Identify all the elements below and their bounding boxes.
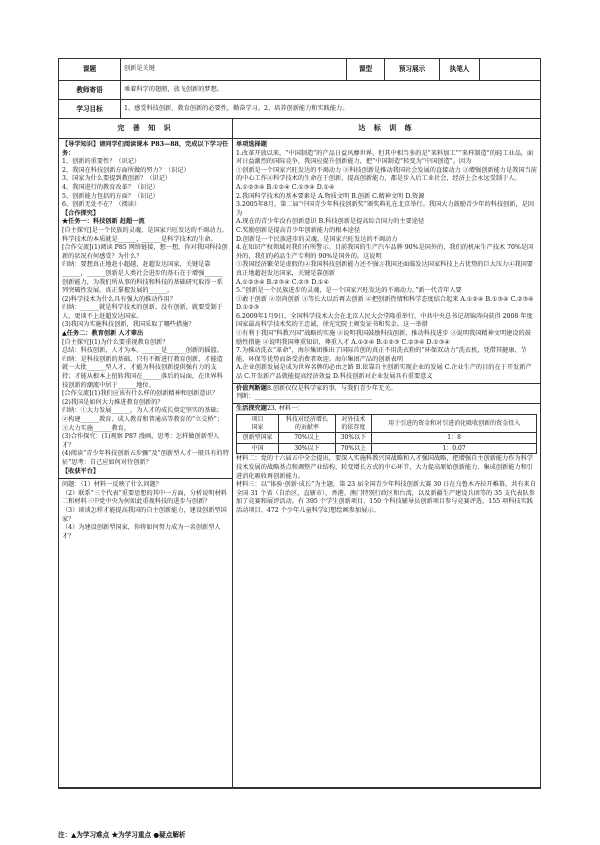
choice-line: 2.我国科学技术的基本要素是 A.物质文明 B.创新 C.精神文明 D.资源 <box>236 192 425 200</box>
table-header-cell: 对外技术 的依存度 <box>335 415 372 433</box>
study-line: 总结：科技创新，人才为本。______是______创新的摇篮。 <box>62 347 223 355</box>
type-value: 预习展示 <box>385 59 440 80</box>
worksheet <box>58 58 541 789</box>
table-cell: 30%以下 <box>279 443 336 454</box>
choice-line: A.①②③④ B.②③④ C.②③ D.①④ <box>236 278 330 286</box>
header-row-goal <box>59 100 540 119</box>
table-cell: 1：0.07 <box>372 443 537 454</box>
choice-line: C.奖励创新是提高青少年创新能力的根本途径 <box>236 226 361 234</box>
table-cell: 1：8 <box>372 433 537 444</box>
choice-line: 6.2009年1月9日，全国科学技术大会在北京人民大会堂隆重举行，中共中央总书记胡锦涛向获得 2008 年度国家最高科学技术奖的王忠诚、徐光宪院士颁发证书和奖金。这一举措 <box>236 312 533 329</box>
study-line: 【导学知识】请同学们阅读课本 P83—88，完成以下学习任务： <box>62 141 229 157</box>
study-line: 归纳：______就是科学技术的创新。没有创新，就要受制于人，更谈不上赶超发达国家。 <box>62 304 223 320</box>
author-label: 执笔人 <box>440 59 480 80</box>
table-cell: 创新型国家 <box>237 433 279 444</box>
study-line: 1、创新的重要性？（识记） <box>62 158 141 166</box>
choice-line: 4.在知识产权领域对我们有所警示。目前我国的生产汽车品牌 90%是国外的，我们的机床生产技术 70%是国外的，我们的药品生产专利的 90%是国外的。这说明 <box>236 244 534 260</box>
message-label: 教师寄语 <box>59 81 121 99</box>
material-3: 材料三：以“体验·创新·成长”为主题，第 23 届全国青少年科技创新大赛 30 日在乌鲁木齐拉开帷幕，共有来自全国 31 个省（自治区、直辖市），香港、澳门特别行政区和台湾，以及新疆生产建设兵团等的 35 支代表队参加了竞赛和展评活动。有 395 个学生创新项目、150 个科技辅导员创新项目参与竞赛评选，155 项科技实践活动项目、472 个少年儿童科学幻想绘画参加展示。 <box>236 481 536 514</box>
question-line: （2）联系“三个代表”重要思想的其中一方面，分析说明材料二和材料三中党中央为何如此重视科技的进步与创新？ <box>62 489 227 506</box>
study-line: (4)阅读“青少年科技创新五步骤”及“创新型人才一般具有的特征”思考：自己应如何对待创新？ <box>62 450 229 466</box>
choice-line: ①有利于我国“科教兴国”战略的实施 ②说明我国鼓励科技创新，推动科技进步 ③说明我国精神文明建设的鼓励性措施 ④说明我国尊重知识、尊重人才 A.①②④ B.①②③ C.②③④ D.①③④ <box>236 330 531 346</box>
comparison-table <box>236 414 537 454</box>
right-section-title: 达 标 训 练 <box>358 123 415 133</box>
table-cell: 70%以上 <box>279 433 336 444</box>
table-cell: 30%以下 <box>335 433 372 444</box>
table-header-cell: 用于引进的资金和对引进消化吸收创新的资金投入 <box>372 415 537 433</box>
goal-value: 1、感受科技创新、教育创新的必要性，勤奋学习。2、培养创新能力和实践能力。 <box>124 104 349 112</box>
table-row <box>237 443 537 454</box>
study-line: 3、国家为什么要提到教创新？（识记） <box>62 175 172 183</box>
judgment-answer: 判断：______________________________________ <box>236 393 373 401</box>
study-line: 4、我国进行的教育改革？（识记） <box>62 183 159 191</box>
table-cell: 中国 <box>237 443 279 454</box>
study-line: (2)科学技术为什么具有强大的推动作用？ <box>62 295 176 303</box>
header-row-message <box>59 81 540 100</box>
research-intro: 23. 材料一： <box>266 404 304 412</box>
type-label: 课型 <box>347 59 385 80</box>
study-line: 2、我国在科技创新方面所做的努力？（识记） <box>62 166 190 174</box>
choice-line: ①敢于创新 ②崇尚创新 ③等长大以后再去创新 ④把创新热情和科学态度结合起来 A.①②④ B.①③④ C.②③④ D.①②③ <box>236 295 534 312</box>
left-study-tasks <box>62 141 229 476</box>
choice-line: 7.为推动洗衣“革命”，海尔集团推出了国际首创的真正不用洗衣粉的“环保双动力”洗衣机，凭借其健康、节能、环保等优势而备受消费者欢迎。海尔集团产品的创新表明 <box>236 347 527 363</box>
study-line: ▲任务二：教育创新 人才辈出 <box>62 330 144 338</box>
choice-line: ①我国经济繁荣是虚假的②我国科技创新能力还不强③我国还面临发达国家科技上占优势的巨大压力④我国要真正地超赶发达国家，关键是靠创新 <box>236 261 533 277</box>
table-row <box>237 433 537 444</box>
section-titles-row <box>59 119 540 139</box>
footer-note: 注：▲为学习难点 ★为学习重点 ●疑点解析 <box>58 831 186 839</box>
question-line: （3）谈谈怎样才能提高我国的自主创新能力，建设创新型国家？ <box>62 506 227 523</box>
left-section-title: 完 善 知 识 <box>59 119 233 138</box>
single-choice-label: 单项选择题 <box>236 141 267 148</box>
choice-line: A.①②③④ B.①②④ C.①③④ D.①④ <box>236 183 335 191</box>
study-line: 归纳：是科技创新的基础，只有不断进行教育创新，才能造就一大批______型人才，才能为科技创新提供强有力的支持；才能从根本上扭转我国在______落后的局面，在世界科技创新的潮流中居于______地位。 <box>62 355 223 389</box>
left-column <box>59 139 233 787</box>
table-cell: 70%以上 <box>335 443 372 454</box>
study-line: (3)我国为实施科技创新，我国采取了哪些措施？ <box>62 321 195 329</box>
content-columns <box>59 139 540 788</box>
single-choice-questions <box>236 150 537 382</box>
message-value: 乘着科学的翅膀，放飞创新的梦想。 <box>124 85 223 93</box>
table-header-cell: 科技对经济增长 的贡献率 <box>279 415 336 433</box>
choice-line: 1.改革开放以来，“中国制造”的产品日益风靡世界，但其中相当多的是“来料加工”“来样制造”的轻工业品，面对日益激烈的国际竞争，我国应提升创新能力，把“中国制造”转变为“中国创造”。因为 <box>236 149 534 166</box>
research-label: 生活探究题 <box>236 404 267 412</box>
study-line: 归纳：要想真正地赶小超越，赶超发达国家，关键是靠______，______创新是人类社会进步的基石在于增强______创新能力，为我们所从事的科技和科技的基础研究取得一系列突破性发展，真正掌握发展的______。 <box>62 261 223 295</box>
study-line: 6、创新无处不在？（阅读） <box>62 201 141 209</box>
judgment-section <box>233 383 540 403</box>
judgment-label: 价值判断题 <box>236 384 267 392</box>
research-section <box>233 403 540 517</box>
right-column <box>233 139 540 787</box>
choice-line: ①创新是一个国家兴旺发达的不竭动力 ②科技创新是推动我国社会发展的直接动力 ③增强创新能力是我国当前的中心工作④科学技术的生命在于创新，提高创新能力，都是步入后工业社会，经济上会永远受制于人。 <box>236 166 537 183</box>
choice-line: D.创新是一个民族进步的灵魂，是国家兴旺发达的不竭动力 <box>236 235 398 243</box>
study-line: [自主探究]是一个民族的灵魂，是国家兴旺发达的不竭动力。科学技术的本质就是______，______是科学技术的生命。 <box>62 226 228 243</box>
topic-label: 课题 <box>59 59 121 80</box>
judgment-text: 8.创新仅仅是科学家的事，与我们青少年无关。 <box>266 384 397 392</box>
study-line: ★任务一：科技创新 赶超一流 <box>62 218 145 226</box>
study-line: [合作交流](1)我们应该有什么样的创新精神和创新意识？ <box>62 390 218 398</box>
choice-line: 3.2005年8月，第二届“中国青少年科技创新奖”颁奖典礼在北京举行。我国大力鼓励青少年的科技创新，是因为 <box>236 201 534 217</box>
study-line: [合作交流](1)阅读 P85 网络链接，想一想，你对我国科技创新的状况有何感受？为什么？ <box>62 244 228 260</box>
choice-line: A.现在的青少年没有创新意识 B.科技创新是提高综合国力的主要途径 <box>236 218 425 226</box>
study-line: (3)合作探究：(1)观察 P87 漫画，思考：怎样做创新型人才？ <box>62 433 220 449</box>
table-header-cell: 项目 国家 <box>237 415 279 433</box>
study-line: [自主探究](1)为什么要重视教育创新？ <box>62 338 169 346</box>
author-value <box>480 59 540 80</box>
material-2: 材料二：党的十六届五中全会提出，要深入实施科教兴国战略和人才强国战略，把增强自主创新能力作为科学技术发展的战略基点和调整产业结构、转变增长方式的中心环节，大力提高原始创新能力、集成创新能力和引进消化吸收再创新能力。 <box>236 455 533 480</box>
study-line: 归纳：①大力发展______，为人才的成长奠定坚实的基础；②构建______教育、成人教育和普通高等教育的“立交桥”；③大力实施______教育。 <box>62 407 224 432</box>
header-row-topic <box>59 59 540 81</box>
left-questions <box>59 478 232 541</box>
question-line: （4）为建设创新型国家，你将如何努力成为一名创新型人才？ <box>62 524 221 540</box>
goal-label: 学习目标 <box>59 100 121 118</box>
question-line: 问题：（1）材料一反映了什么问题？ <box>62 481 162 489</box>
study-line: 【收获平台】 <box>62 467 100 475</box>
study-line: (2)我国是如何大力推进教育创新的？ <box>62 398 164 406</box>
study-line: 5、创新能力包括的方面？（识记） <box>62 192 159 200</box>
topic-value: 创新是关键 <box>121 59 347 80</box>
choice-line: A.企业创新发展是成为世界名牌的必由之路 B.依靠自主创新实现企业的发展 C.企业生产的目的在于开发新产品 C.开发新产品就能提高经济效益 D.科技创新对企业发展具有重要意义 <box>236 364 532 381</box>
choice-line: 5.“创新是一个民族进步的灵魂，是一个国家兴旺发达的不竭动力。”新一代青年人要 <box>236 287 462 295</box>
study-line: 【合作探究】 <box>62 209 100 217</box>
